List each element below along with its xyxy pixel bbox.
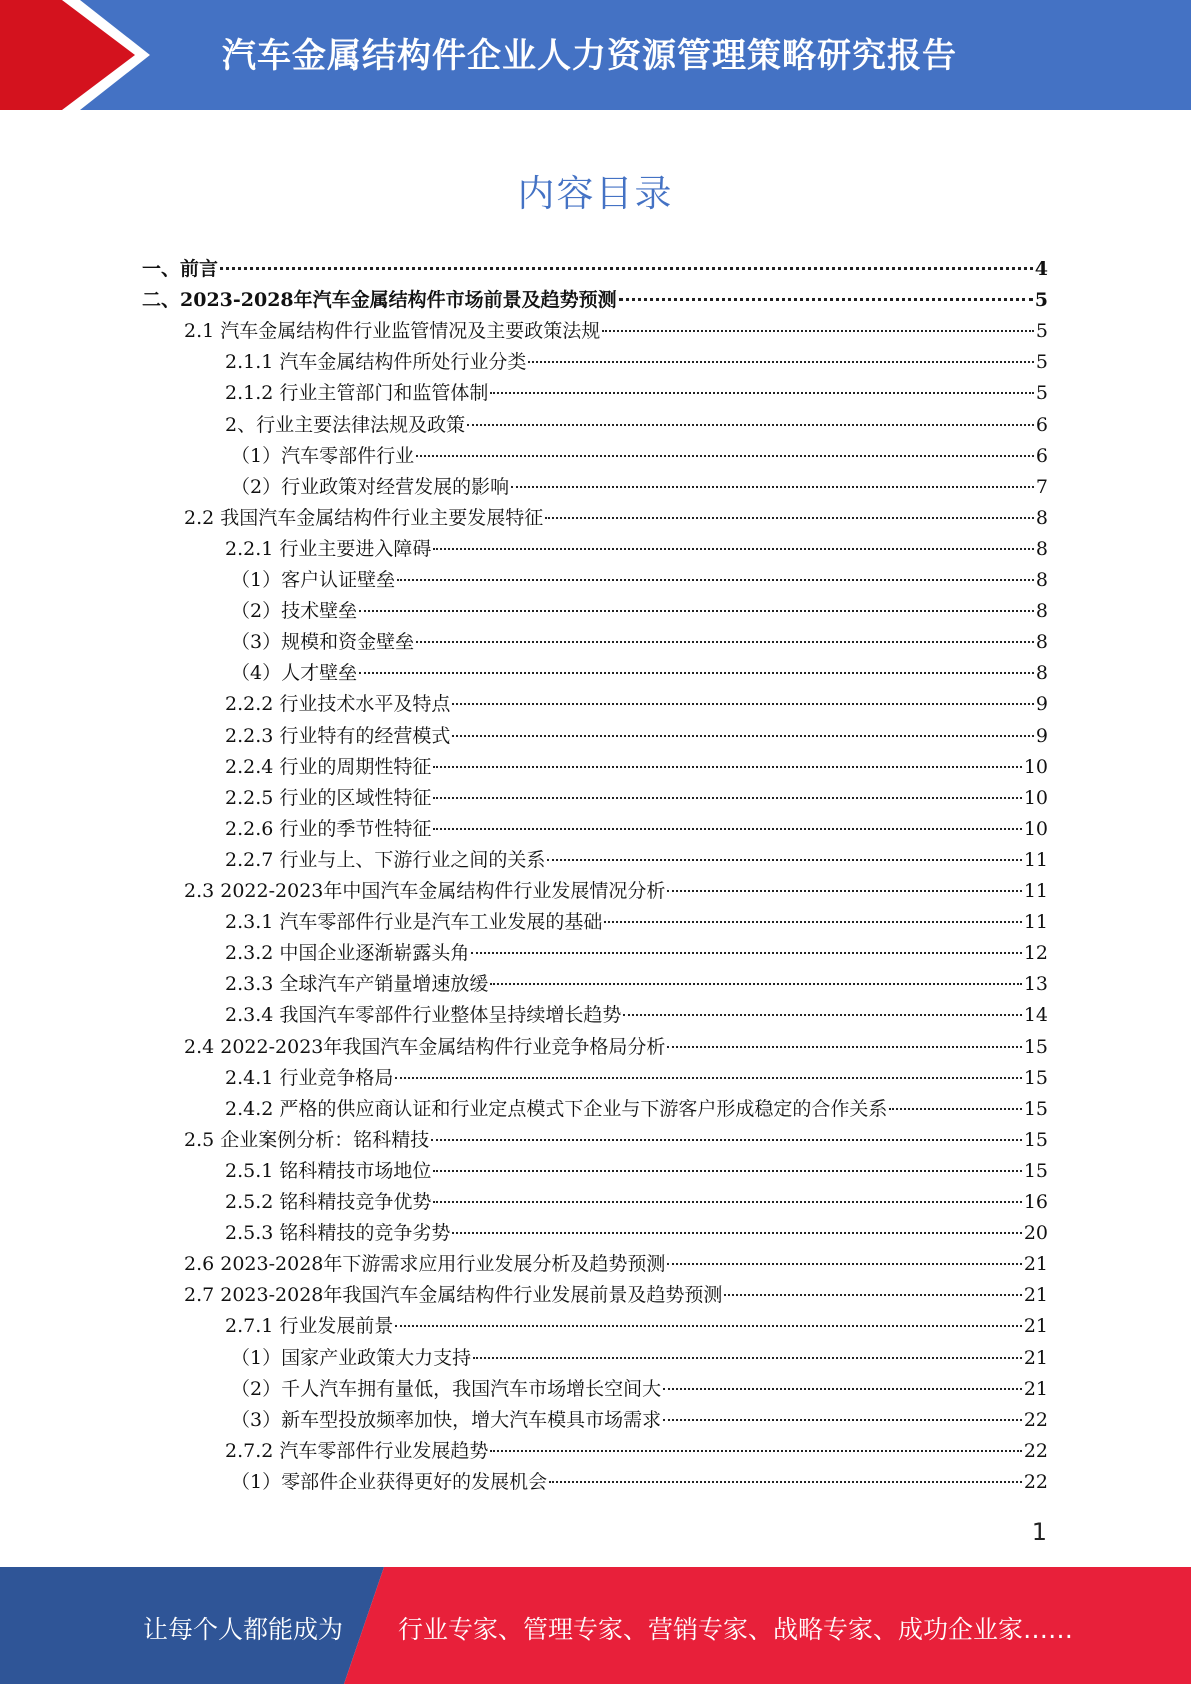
toc-entry-page: 4 — [1034, 258, 1048, 280]
toc-dot-leader — [431, 1139, 1022, 1141]
toc-entry-text: 2.3.4 我国汽车零部件行业整体呈持续增长趋势 — [225, 1004, 622, 1027]
toc-entry-page: 20 — [1023, 1222, 1048, 1245]
toc-entry-page: 14 — [1023, 1004, 1048, 1027]
toc-entry-page: 12 — [1023, 942, 1048, 965]
toc-entry-text: 2.7.1 行业发展前景 — [225, 1315, 394, 1338]
toc-dot-leader — [490, 983, 1021, 985]
toc-dot-leader — [416, 641, 1034, 643]
toc-dot-leader — [433, 548, 1034, 550]
toc-entry[interactable] — [225, 1311, 1048, 1342]
toc-entry-text: 2.3.2 中国企业逐渐崭露头角 — [225, 942, 470, 965]
toc-entry[interactable] — [225, 347, 1048, 378]
toc-entry-text: 2.4.1 行业竞争格局 — [225, 1066, 394, 1089]
toc-entry-page: 15 — [1023, 1097, 1048, 1120]
toc-entry[interactable] — [184, 1125, 1048, 1156]
toc-entry-page: 11 — [1023, 848, 1048, 871]
toc-title: 内容目录 — [517, 172, 674, 215]
toc-dot-leader — [433, 797, 1021, 799]
toc-dot-leader — [547, 859, 1021, 861]
toc-dot-leader — [490, 392, 1034, 394]
footer-slogan-left: 让每个人都能成为 — [143, 1615, 344, 1644]
toc-entry[interactable] — [184, 1280, 1048, 1311]
toc-entry[interactable] — [225, 1000, 1048, 1031]
toc-entry[interactable] — [225, 783, 1048, 814]
toc-dot-leader — [397, 579, 1034, 581]
toc-entry-text: 2.7 2023-2028年我国汽车金属结构件行业发展前景及趋势预测 — [184, 1284, 723, 1307]
toc-entry-page: 22 — [1023, 1408, 1048, 1431]
toc-entry[interactable] — [184, 1249, 1048, 1280]
toc-dot-leader — [667, 890, 1021, 892]
toc-entry-text: （4）人才壁垒 — [231, 662, 358, 685]
toc-entry-page: 11 — [1023, 880, 1048, 902]
toc-dot-leader — [359, 610, 1034, 612]
toc-entry-text: 2.3.1 汽车零部件行业是汽车工业发展的基础 — [225, 911, 603, 934]
toc-entry-page: 9 — [1035, 724, 1048, 747]
toc-entry-text: 2.3.3 全球汽车产销量增速放缓 — [225, 973, 489, 996]
toc-entry[interactable] — [142, 285, 1048, 316]
toc-entry[interactable] — [225, 378, 1048, 409]
toc-dot-leader — [452, 1232, 1021, 1234]
toc-entry-page: 6 — [1035, 444, 1048, 467]
toc-entry-page: 8 — [1035, 569, 1048, 591]
header-red-chevron — [0, 0, 150, 110]
toc-dot-leader — [433, 766, 1021, 768]
toc-entry-page: 21 — [1023, 1315, 1048, 1338]
toc-entry-text: （1）零部件企业获得更好的发展机会 — [231, 1470, 548, 1493]
toc-entry-text: 2.2.4 行业的周期性特征 — [225, 755, 432, 778]
toc-dot-leader — [663, 1388, 1022, 1390]
toc-entry-page: 6 — [1035, 413, 1048, 436]
toc-entry-page: 8 — [1035, 537, 1048, 560]
toc-dot-leader — [433, 828, 1021, 830]
toc-dot-leader — [511, 486, 1034, 488]
toc-entry-text: 2.1 汽车金属结构件行业监管情况及主要政策法规 — [184, 320, 601, 343]
toc-dot-leader — [667, 1046, 1021, 1048]
toc-entry-page: 5 — [1035, 320, 1048, 343]
toc-entry[interactable] — [231, 441, 1048, 472]
toc-entry[interactable] — [225, 689, 1048, 720]
toc-dot-leader — [667, 1263, 1021, 1265]
toc-entry[interactable] — [225, 969, 1048, 1000]
report-title: 汽车金属结构件企业人力资源管理策略研究报告 — [222, 36, 957, 76]
toc-entry[interactable] — [225, 721, 1048, 752]
toc-dot-leader — [889, 1108, 1021, 1110]
toc-entry-text: 2.2.5 行业的区域性特征 — [225, 786, 432, 809]
toc-entry[interactable] — [225, 1156, 1048, 1187]
toc-entry-page: 21 — [1023, 1377, 1048, 1400]
toc-dot-leader — [724, 1294, 1021, 1296]
toc-entry-text: 2.7.2 汽车零部件行业发展趋势 — [225, 1439, 489, 1462]
toc-entry-text: 二、2023-2028年汽车金属结构件市场前景及趋势预测 — [142, 289, 617, 312]
toc-entry-page: 15 — [1023, 1128, 1048, 1151]
toc-entry-page: 13 — [1023, 973, 1048, 996]
toc-entry[interactable] — [225, 907, 1048, 938]
toc-dot-leader — [545, 517, 1034, 519]
toc-entry-page: 5 — [1035, 382, 1048, 405]
toc-dot-leader — [663, 1419, 1022, 1421]
toc-entry[interactable] — [231, 596, 1048, 627]
toc-entry-page: 21 — [1023, 1253, 1048, 1276]
footer-slogan-right: 行业专家、管理专家、营销专家、战略专家、成功企业家…… — [398, 1615, 1074, 1644]
toc-dot-leader — [473, 1357, 1022, 1359]
toc-entry-text: 2.5.1 铭科精技市场地位 — [225, 1159, 432, 1182]
toc-entry-page: 8 — [1035, 506, 1048, 529]
toc-dot-leader — [549, 1481, 1022, 1483]
toc-entry-page: 8 — [1035, 631, 1048, 654]
toc-entry-text: 2.2 我国汽车金属结构件行业主要发展特征 — [184, 506, 544, 529]
toc-entry[interactable] — [184, 876, 1048, 907]
toc-entry-page: 5 — [1034, 289, 1048, 312]
toc-entry[interactable] — [231, 1405, 1048, 1436]
toc-entry-page: 22 — [1023, 1439, 1048, 1462]
toc-dot-leader — [395, 1077, 1021, 1079]
toc-entry[interactable] — [225, 845, 1048, 876]
toc-entry-text: 2.2.6 行业的季节性特征 — [225, 817, 432, 840]
toc-entry-page: 7 — [1035, 475, 1048, 498]
toc-entry-page: 21 — [1023, 1284, 1048, 1307]
toc-entry-text: 2.4.2 严格的供应商认证和行业定点模式下企业与下游客户形成稳定的合作关系 — [225, 1097, 888, 1120]
toc-entry-page: 21 — [1023, 1346, 1048, 1369]
toc-entry-page: 8 — [1035, 662, 1048, 685]
toc-dot-leader — [604, 921, 1021, 923]
toc-entry-text: （1）国家产业政策大力支持 — [231, 1346, 472, 1369]
toc-dot-leader — [452, 703, 1034, 705]
toc-dot-leader — [452, 735, 1034, 737]
toc-entry-text: （1）客户认证壁垒 — [231, 569, 396, 591]
toc-dot-leader — [416, 455, 1034, 457]
toc-entry-text: （2）技术壁垒 — [231, 600, 358, 623]
toc-entry-text: （2）行业政策对经营发展的影响 — [231, 475, 510, 498]
toc-entry-page: 10 — [1023, 755, 1048, 778]
toc-entry[interactable] — [142, 254, 1048, 285]
toc-entry-page: 8 — [1035, 600, 1048, 623]
toc-entry-page: 10 — [1023, 786, 1048, 809]
toc-entry-text: 2.5.3 铭科精技的竞争劣势 — [225, 1222, 451, 1245]
toc-entry-page: 10 — [1023, 817, 1048, 840]
toc-entry[interactable] — [184, 316, 1048, 347]
toc-entry-text: 2.5 企业案例分析：铭科精技 — [184, 1128, 430, 1151]
toc-entry[interactable] — [184, 503, 1048, 534]
toc-dot-leader — [220, 267, 1033, 270]
toc-entry[interactable] — [231, 472, 1048, 503]
toc-entry-text: 2.5.2 铭科精技竞争优势 — [225, 1191, 432, 1213]
toc-entry-page: 5 — [1035, 351, 1048, 374]
toc-entry[interactable] — [225, 1063, 1048, 1094]
toc-entry-text: 2.3 2022-2023年中国汽车金属结构件行业发展情况分析 — [184, 880, 666, 902]
toc-entry-text: 2.1.2 行业主管部门和监管体制 — [225, 382, 489, 405]
footer-banner — [0, 1567, 1191, 1684]
toc-entry-page: 11 — [1023, 911, 1048, 934]
toc-dot-leader — [395, 1325, 1021, 1327]
toc-entry[interactable] — [225, 1436, 1048, 1467]
toc-entry-text: （2）千人汽车拥有量低，我国汽车市场增长空间大 — [231, 1377, 662, 1400]
toc-entry[interactable] — [225, 410, 1048, 441]
toc-entry-page: 16 — [1023, 1191, 1048, 1213]
toc-dot-leader — [602, 330, 1034, 332]
toc-entry[interactable] — [231, 1343, 1048, 1374]
toc-entry-text: 2.4 2022-2023年我国汽车金属结构件行业竞争格局分析 — [184, 1035, 666, 1058]
report-header — [0, 0, 1191, 110]
toc-entry-text: （3）规模和资金壁垒 — [231, 631, 415, 654]
toc-entry[interactable] — [231, 1374, 1048, 1405]
toc-entry[interactable] — [225, 1094, 1048, 1125]
toc-entry-text: 2.1.1 汽车金属结构件所处行业分类 — [225, 351, 527, 374]
toc-entry[interactable] — [231, 658, 1048, 689]
toc-entry[interactable] — [225, 938, 1048, 969]
toc-entry-page: 15 — [1023, 1159, 1048, 1182]
toc-entry-page: 9 — [1035, 693, 1048, 716]
toc-entry[interactable] — [231, 627, 1048, 658]
toc-entry[interactable] — [225, 534, 1048, 565]
toc-dot-leader — [433, 1201, 1021, 1203]
toc-entry-text: 2.2.3 行业特有的经营模式 — [225, 724, 451, 747]
toc-dot-leader — [528, 361, 1034, 363]
toc-entry[interactable] — [231, 1467, 1048, 1498]
toc-dot-leader — [433, 1170, 1021, 1172]
toc-entry-page: 22 — [1023, 1470, 1048, 1493]
toc-entry[interactable] — [231, 565, 1048, 596]
toc-entry-text: 2.2.1 行业主要进入障碍 — [225, 537, 432, 560]
toc-entry-text: （3）新车型投放频率加快，增大汽车模具市场需求 — [231, 1408, 662, 1431]
toc-entry[interactable] — [225, 1218, 1048, 1249]
toc-entry[interactable] — [184, 1032, 1048, 1063]
toc-entry-page: 15 — [1023, 1066, 1048, 1089]
toc-dot-leader — [490, 1450, 1021, 1452]
toc-dot-leader — [619, 298, 1033, 301]
toc-dot-leader — [467, 424, 1034, 426]
toc-entry-page: 15 — [1023, 1035, 1048, 1058]
page-number: 1 — [1031, 1518, 1047, 1546]
toc-entry-text: （1）汽车零部件行业 — [231, 444, 415, 467]
toc-entry-text: 2.6 2023-2028年下游需求应用行业发展分析及趋势预测 — [184, 1253, 666, 1276]
toc-dot-leader — [471, 952, 1021, 954]
toc-entry-text: 2、行业主要法律法规及政策 — [225, 413, 466, 436]
toc-entry[interactable] — [225, 814, 1048, 845]
toc-dot-leader — [359, 672, 1034, 674]
toc-entry-text: 2.2.7 行业与上、下游行业之间的关系 — [225, 848, 546, 871]
toc-entry[interactable] — [225, 752, 1048, 783]
toc-entry-text: 一、前言 — [142, 258, 219, 280]
toc-dot-leader — [623, 1014, 1021, 1016]
toc-entry-text: 2.2.2 行业技术水平及特点 — [225, 693, 451, 716]
toc-entry[interactable] — [225, 1187, 1048, 1218]
